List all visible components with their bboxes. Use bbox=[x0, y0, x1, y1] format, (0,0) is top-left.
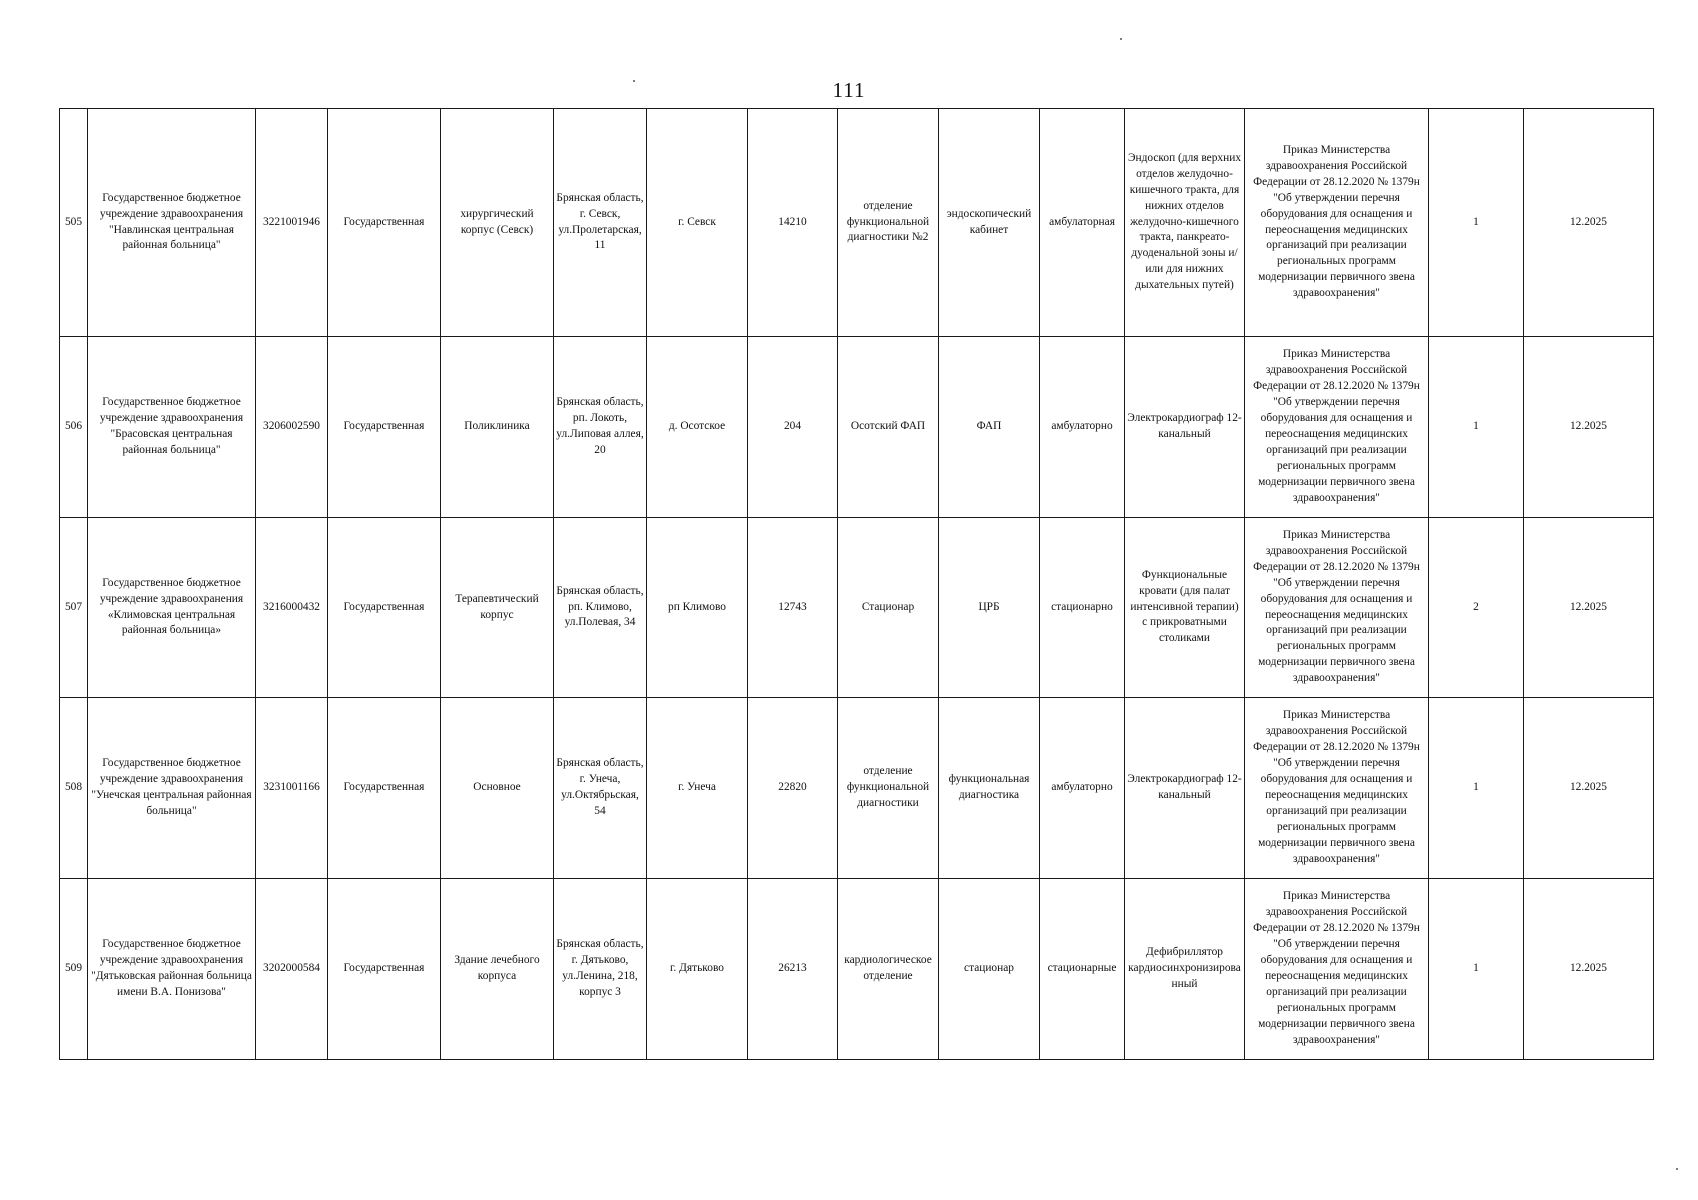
population: 22820 bbox=[748, 698, 838, 879]
building-name: Поликлиника bbox=[441, 337, 554, 518]
scan-speck bbox=[633, 80, 635, 82]
institution-name: Государственное бюджетное учреждение здравоохранения "Дятьковская районная больница имени В.А. Понизова" bbox=[88, 879, 256, 1060]
department: Осотский ФАП bbox=[838, 337, 939, 518]
address: Брянская область, г. Дятьково, ул.Ленина, 218, корпус 3 bbox=[554, 879, 647, 1060]
unit: функциональная диагностика bbox=[939, 698, 1040, 879]
row-number: 509 bbox=[60, 879, 88, 1060]
equipment-registry-table bbox=[59, 108, 1654, 1060]
table-row bbox=[60, 698, 1654, 879]
quantity: 1 bbox=[1429, 109, 1524, 337]
ownership-type: Государственная bbox=[328, 518, 441, 698]
department: кардиологическое отделение bbox=[838, 879, 939, 1060]
unit: стационар bbox=[939, 879, 1040, 1060]
department: Стационар bbox=[838, 518, 939, 698]
population: 12743 bbox=[748, 518, 838, 698]
population: 14210 bbox=[748, 109, 838, 337]
row-number: 508 bbox=[60, 698, 88, 879]
delivery-date: 12.2025 bbox=[1524, 698, 1654, 879]
care-type: амбулаторно bbox=[1040, 698, 1125, 879]
population: 204 bbox=[748, 337, 838, 518]
table-row bbox=[60, 337, 1654, 518]
institution-name: Государственное бюджетное учреждение здравоохранения "Унечская центральная районная больница" bbox=[88, 698, 256, 879]
quantity: 2 bbox=[1429, 518, 1524, 698]
inn: 3231001166 bbox=[256, 698, 328, 879]
quantity: 1 bbox=[1429, 879, 1524, 1060]
care-type: стационарные bbox=[1040, 879, 1125, 1060]
unit: ЦРБ bbox=[939, 518, 1040, 698]
row-number: 506 bbox=[60, 337, 88, 518]
ownership-type: Государственная bbox=[328, 879, 441, 1060]
row-number: 505 bbox=[60, 109, 88, 337]
quantity: 1 bbox=[1429, 337, 1524, 518]
care-type: стационарно bbox=[1040, 518, 1125, 698]
row-number: 507 bbox=[60, 518, 88, 698]
scan-speck bbox=[1120, 38, 1122, 40]
address: Брянская область, рп. Локоть, ул.Липовая аллея, 20 bbox=[554, 337, 647, 518]
table-row bbox=[60, 518, 1654, 698]
equipment-name: Электрокардиограф 12-канальный bbox=[1125, 698, 1245, 879]
locality: рп Климово bbox=[647, 518, 748, 698]
locality: д. Осотское bbox=[647, 337, 748, 518]
order-reference: Приказ Министерства здравоохранения Российской Федерации от 28.12.2020 № 1379н "Об утверждении перечня оборудования для оснащения и переоснащения медицинских организаций при реализации региональных программ модернизации первичного звена здравоохранения" bbox=[1245, 698, 1429, 879]
care-type: амбулаторно bbox=[1040, 337, 1125, 518]
building-name: Терапевтический корпус bbox=[441, 518, 554, 698]
building-name: Здание лечебного корпуса bbox=[441, 879, 554, 1060]
order-reference: Приказ Министерства здравоохранения Российской Федерации от 28.12.2020 № 1379н "Об утверждении перечня оборудования для оснащения и переоснащения медицинских организаций при реализации региональных программ модернизации первичного звена здравоохранения" bbox=[1245, 518, 1429, 698]
address: Брянская область, рп. Климово, ул.Полевая, 34 bbox=[554, 518, 647, 698]
locality: г. Дятьково bbox=[647, 879, 748, 1060]
quantity: 1 bbox=[1429, 698, 1524, 879]
unit: эндоскопический кабинет bbox=[939, 109, 1040, 337]
care-type: амбулаторная bbox=[1040, 109, 1125, 337]
institution-name: Государственное бюджетное учреждение здравоохранения "Брасовская центральная районная больница" bbox=[88, 337, 256, 518]
address: Брянская область, г. Унеча, ул.Октябрьская, 54 bbox=[554, 698, 647, 879]
equipment-name: Функциональные кровати (для палат интенсивной терапии) с прикроватными столиками bbox=[1125, 518, 1245, 698]
delivery-date: 12.2025 bbox=[1524, 337, 1654, 518]
address: Брянская область, г. Севск, ул.Пролетарская, 11 bbox=[554, 109, 647, 337]
table-row bbox=[60, 109, 1654, 337]
building-name: Основное bbox=[441, 698, 554, 879]
delivery-date: 12.2025 bbox=[1524, 109, 1654, 337]
population: 26213 bbox=[748, 879, 838, 1060]
department: отделение функциональной диагностики №2 bbox=[838, 109, 939, 337]
inn: 3221001946 bbox=[256, 109, 328, 337]
delivery-date: 12.2025 bbox=[1524, 518, 1654, 698]
institution-name: Государственное бюджетное учреждение здравоохранения "Навлинская центральная районная больница" bbox=[88, 109, 256, 337]
scan-speck bbox=[1676, 1168, 1678, 1170]
locality: г. Унеча bbox=[647, 698, 748, 879]
inn: 3202000584 bbox=[256, 879, 328, 1060]
order-reference: Приказ Министерства здравоохранения Российской Федерации от 28.12.2020 № 1379н "Об утверждении перечня оборудования для оснащения и переоснащения медицинских организаций при реализации региональных программ модернизации первичного звена здравоохранения" bbox=[1245, 879, 1429, 1060]
equipment-name: Электрокардиограф 12-канальный bbox=[1125, 337, 1245, 518]
order-reference: Приказ Министерства здравоохранения Российской Федерации от 28.12.2020 № 1379н "Об утверждении перечня оборудования для оснащения и переоснащения медицинских организаций при реализации региональных программ модернизации первичного звена здравоохранения" bbox=[1245, 109, 1429, 337]
table-row bbox=[60, 879, 1654, 1060]
inn: 3216000432 bbox=[256, 518, 328, 698]
inn: 3206002590 bbox=[256, 337, 328, 518]
ownership-type: Государственная bbox=[328, 337, 441, 518]
building-name: хирургический корпус (Севск) bbox=[441, 109, 554, 337]
equipment-name: Эндоскоп (для верхних отделов желудочно-кишечного тракта, для нижних отделов желудочно-кишечного тракта, панкреато-дуоденальной зоны и/или для нижних дыхательных путей) bbox=[1125, 109, 1245, 337]
delivery-date: 12.2025 bbox=[1524, 879, 1654, 1060]
locality: г. Севск bbox=[647, 109, 748, 337]
department: отделение функциональной диагностики bbox=[838, 698, 939, 879]
unit: ФАП bbox=[939, 337, 1040, 518]
page-number: 111 bbox=[832, 78, 866, 102]
ownership-type: Государственная bbox=[328, 698, 441, 879]
equipment-name: Дефибриллятор кардиосинхронизированный bbox=[1125, 879, 1245, 1060]
institution-name: Государственное бюджетное учреждение здравоохранения «Климовская центральная районная больница» bbox=[88, 518, 256, 698]
order-reference: Приказ Министерства здравоохранения Российской Федерации от 28.12.2020 № 1379н "Об утверждении перечня оборудования для оснащения и переоснащения медицинских организаций при реализации региональных программ модернизации первичного звена здравоохранения" bbox=[1245, 337, 1429, 518]
ownership-type: Государственная bbox=[328, 109, 441, 337]
